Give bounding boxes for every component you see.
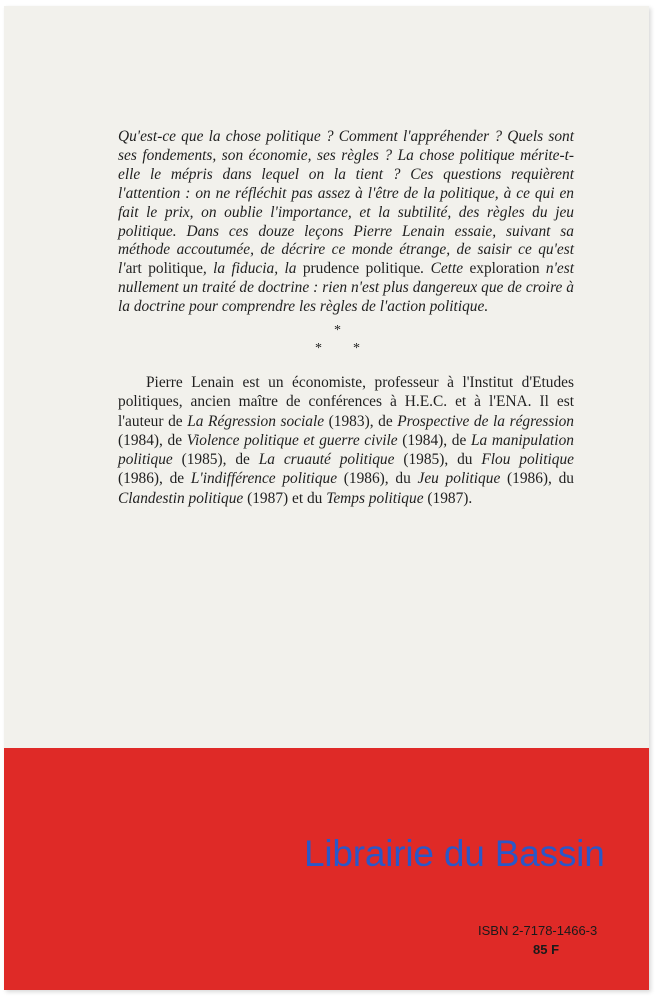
- bio-text: (1984), de: [397, 431, 471, 449]
- book-back-cover: [4, 6, 649, 990]
- bio-text: (1987) et du: [243, 489, 327, 507]
- blurb-sep-2: ,: [274, 260, 285, 278]
- bio-title: Clandestin politique: [118, 489, 244, 507]
- bio-title: Temps politique: [326, 489, 424, 507]
- isbn: ISBN 2-7178-1466-3: [478, 923, 598, 938]
- bio-text: (1987).: [423, 489, 473, 507]
- asterism-star-right: *: [353, 341, 360, 356]
- bio-title: L'indifférence politique: [190, 470, 338, 488]
- blurb-prudence-politique: prudence politique: [296, 260, 421, 278]
- bio-text: (1986), du: [337, 470, 418, 488]
- bio-text: (1983), de: [324, 412, 398, 430]
- blurb-text-2: . Cette: [420, 260, 470, 278]
- bio-title: Flou politique: [481, 451, 574, 469]
- blurb-text-1: Qu'est-ce que la chose politique ? Comment l'appréhender ? Quels sont ses fondements, son économie, ses règles ? La chose politique mérite-t-elle le mépris dans lequel on la tient ? Ces questions requièrent l'attention : on ne réfléchit pas assez à l'être de la politique, à ce qui en fait le prix, on oublie l'importance, et la subtilité, des règles du jeu politique. Dans ces douze leçons Pierre Lenain essaie, suivant sa méthode accoutumée, de décrire ce monde étrange, de saisir ce qu'est l': [118, 128, 574, 278]
- bio-text: (1986), de: [118, 470, 191, 488]
- bio-title: Violence politique et guerre civile: [186, 431, 398, 449]
- blurb-exploration: exploration: [469, 260, 540, 278]
- bio-text: Pierre Lenain est un économiste, professeur à l'Institut d'Etudes politiques, ancien maître de conférences à H.E.C. et à l'ENA. Il est l'auteur de: [118, 374, 574, 430]
- blurb-art-politique: art politique: [125, 260, 203, 278]
- bio-title: Jeu politique: [417, 470, 501, 488]
- seller-watermark: Librairie du Bassin: [304, 833, 605, 874]
- asterism-star-left: *: [315, 341, 322, 356]
- blurb-sep-1: ,: [202, 260, 214, 278]
- bio-text: (1985), de: [172, 451, 259, 469]
- bio-text: (1986), du: [500, 470, 574, 488]
- bio-title: La cruauté politique: [258, 451, 395, 469]
- bio-title: La Régression sociale: [187, 412, 325, 430]
- blurb-la: la: [284, 260, 297, 278]
- blurb-fiducia: la fiducia: [213, 260, 275, 278]
- author-bio: [118, 373, 574, 508]
- blurb-text-3: n'est nullement un traité de doctrine : rien n'est plus dangereux que de croire à la doctrine pour comprendre les règles de l'action politique.: [118, 260, 574, 316]
- bio-title: Prospective de la régression: [397, 412, 574, 430]
- price: 85 F: [533, 942, 560, 957]
- blurb-paragraph: [118, 128, 574, 317]
- asterism-star-top: *: [334, 323, 341, 338]
- bio-text: (1985), du: [394, 451, 482, 469]
- bio-title: La manipulation politique: [118, 431, 574, 469]
- bio-text: (1984), de: [118, 431, 187, 449]
